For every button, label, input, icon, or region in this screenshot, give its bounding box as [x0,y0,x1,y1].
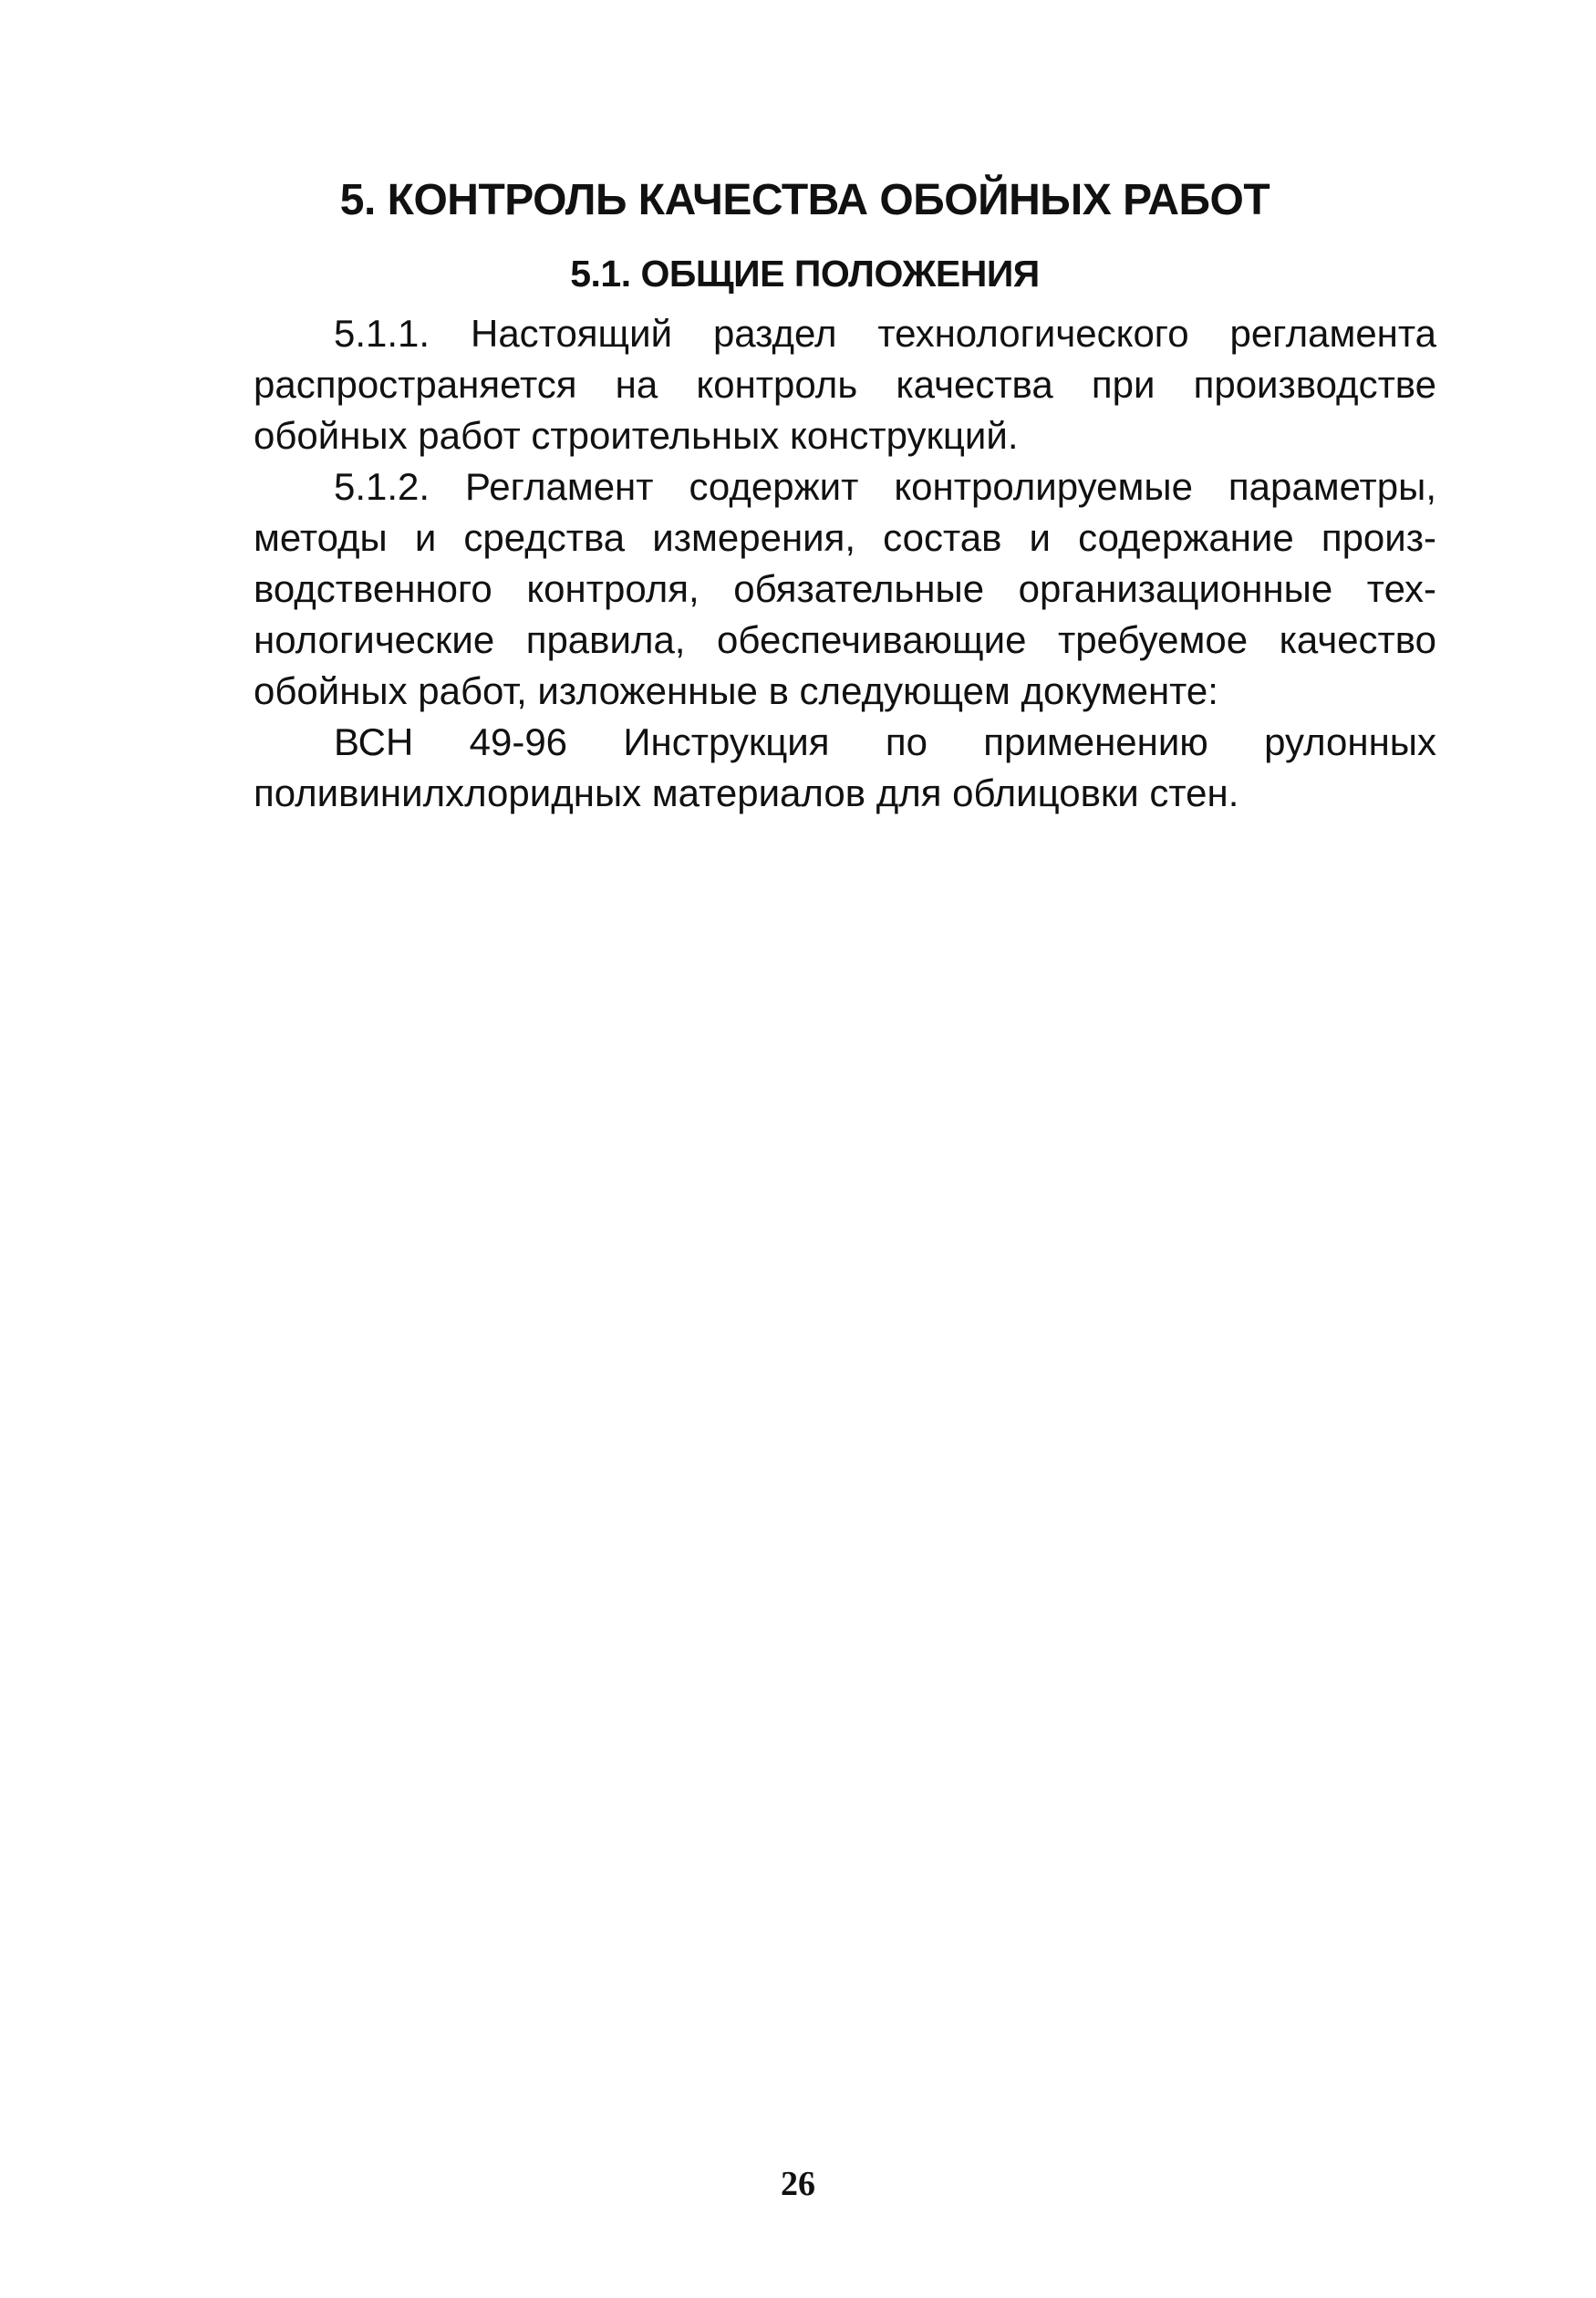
paragraph-line: методы и средства измерения, состав и содержание произ- [254,516,1436,559]
paragraph-5-1-2 [173,461,1436,717]
paragraph-line: обойных работ строительных конструкций. [254,414,1019,457]
paragraph-line: 5.1.2. Регламент содержит контролируемые параметры, [334,465,1436,508]
subsection-title: 5.1. ОБЩИЕ ПОЛОЖЕНИЯ [570,253,1040,295]
paragraph-reference-document [173,717,1436,819]
paragraph-line: водственного контроля, обязательные организационные тех- [254,567,1436,610]
paragraph-line: поливинилхлоридных материалов для облицовки стен. [254,771,1239,814]
paragraph-line: нологические правила, обеспечивающие требуемое качество [254,618,1436,661]
paragraph-line: ВСН 49-96 Инструкция по применению рулонных [334,720,1436,763]
paragraph-line: распространяется на контроль качества при производстве [254,363,1436,406]
section-title: 5. КОНТРОЛЬ КАЧЕСТВА ОБОЙНЫХ РАБОТ [339,176,1270,224]
paragraph-5-1-1 [173,308,1436,461]
paragraph-line: обойных работ, изложенные в следующем документе: [254,669,1218,712]
page-number: 26 [781,2165,815,2203]
paragraph-line: 5.1.1. Настоящий раздел технологического регламента [334,312,1436,355]
page-content [173,173,1436,819]
